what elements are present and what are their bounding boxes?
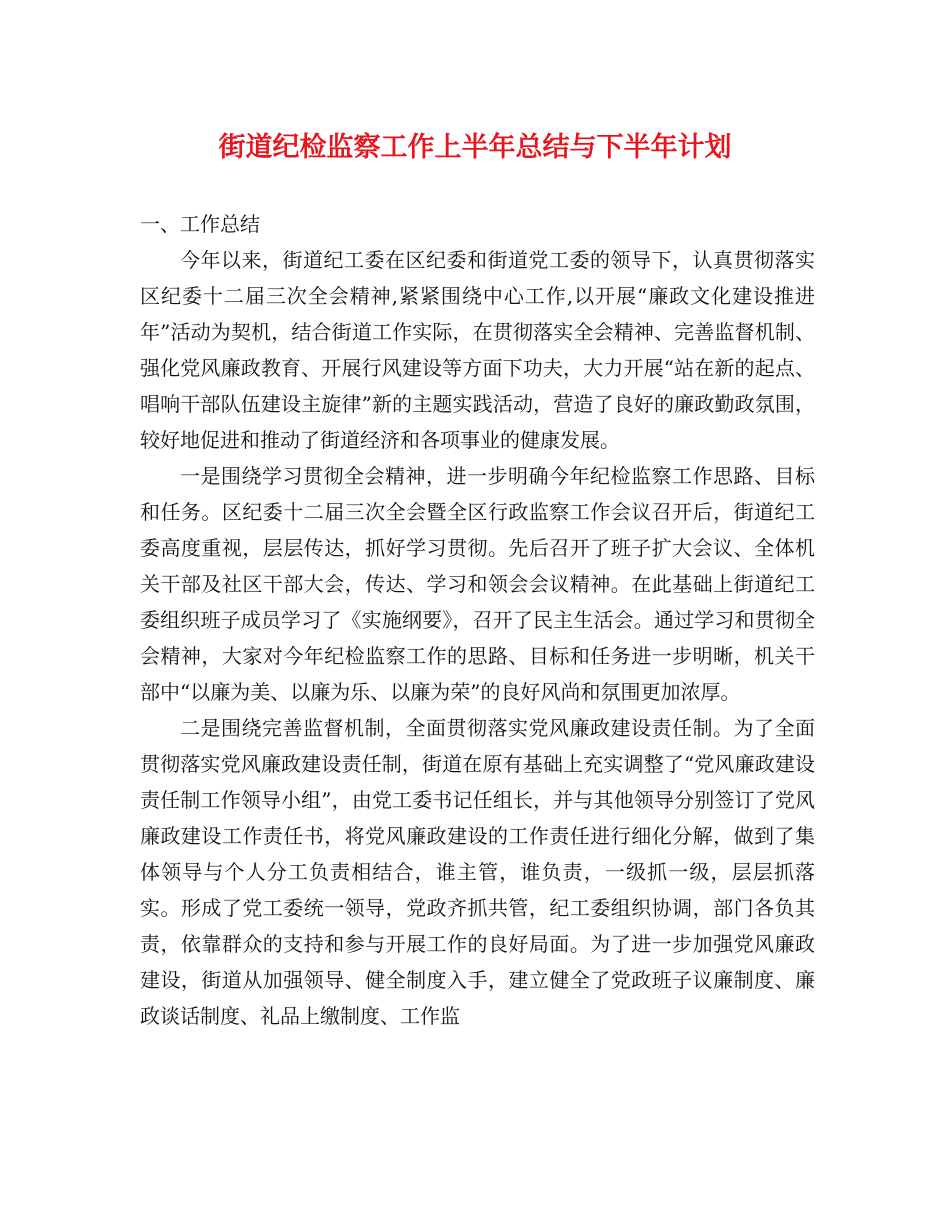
section-heading: 一、工作总结 [140, 212, 260, 236]
document-title: 街道纪检监察工作上半年总结与下半年计划 [218, 132, 732, 163]
paragraph-intro: 今年以来，街道纪工委在区纪委和街道党工委的领导下，认真贯彻落实区纪委十二届三次全会精神,紧紧围绕中心工作,以开展“廉政文化建设推进年”活动为契机，结合街道工作实际，在贯彻落实全会精神、完善监督机制、强化党风廉政教育、开展行风建设等方面下功夫，大力开展“站在新的起点、唱响干部队伍建设主旋律”新的主题实践活动，营造了良好的廉政勤政氛围，较好地促进和推动了街道经济和各项事业的健康发展。 [140, 248, 815, 452]
paragraph-first-point: 一是围绕学习贯彻全会精神，进一步明确今年纪检监察工作思路、目标和任务。区纪委十二届三次全会暨全区行政监察工作会议召开后，街道纪工委高度重视，层层传达，抓好学习贯彻。先后召开了班子扩大会议、全体机关干部及社区干部大会，传达、学习和领会会议精神。在此基础上街道纪工委组织班子成员学习了《实施纲要》，召开了民主生活会。通过学习和贯彻全会精神，大家对今年纪检监察工作的思路、目标和任务进一步明晰，机关干部中“以廉为美、以廉为乐、以廉为荣”的良好风尚和氛围更加浓厚。 [140, 464, 815, 704]
document-body [140, 206, 815, 1034]
paragraph-second-point: 二是围绕完善监督机制，全面贯彻落实党风廉政建设责任制。为了全面贯彻落实党风廉政建设责任制，街道在原有基础上充实调整了“党风廉政建设责任制工作领导小组”，由党工委书记任组长，并与其他领导分别签订了党风廉政建设工作责任书，将党风廉政建设的工作责任进行细化分解，做到了集体领导与个人分工负责相结合，谁主管，谁负责，一级抓一级，层层抓落实。形成了党工委统一领导，党政齐抓共管，纪工委组织协调，部门各负其责，依靠群众的支持和参与开展工作的良好局面。为了进一步加强党风廉政建设，街道从加强领导、健全制度入手，建立健全了党政班子议廉制度、廉政谈话制度、礼品上缴制度、工作监 [140, 716, 815, 1028]
